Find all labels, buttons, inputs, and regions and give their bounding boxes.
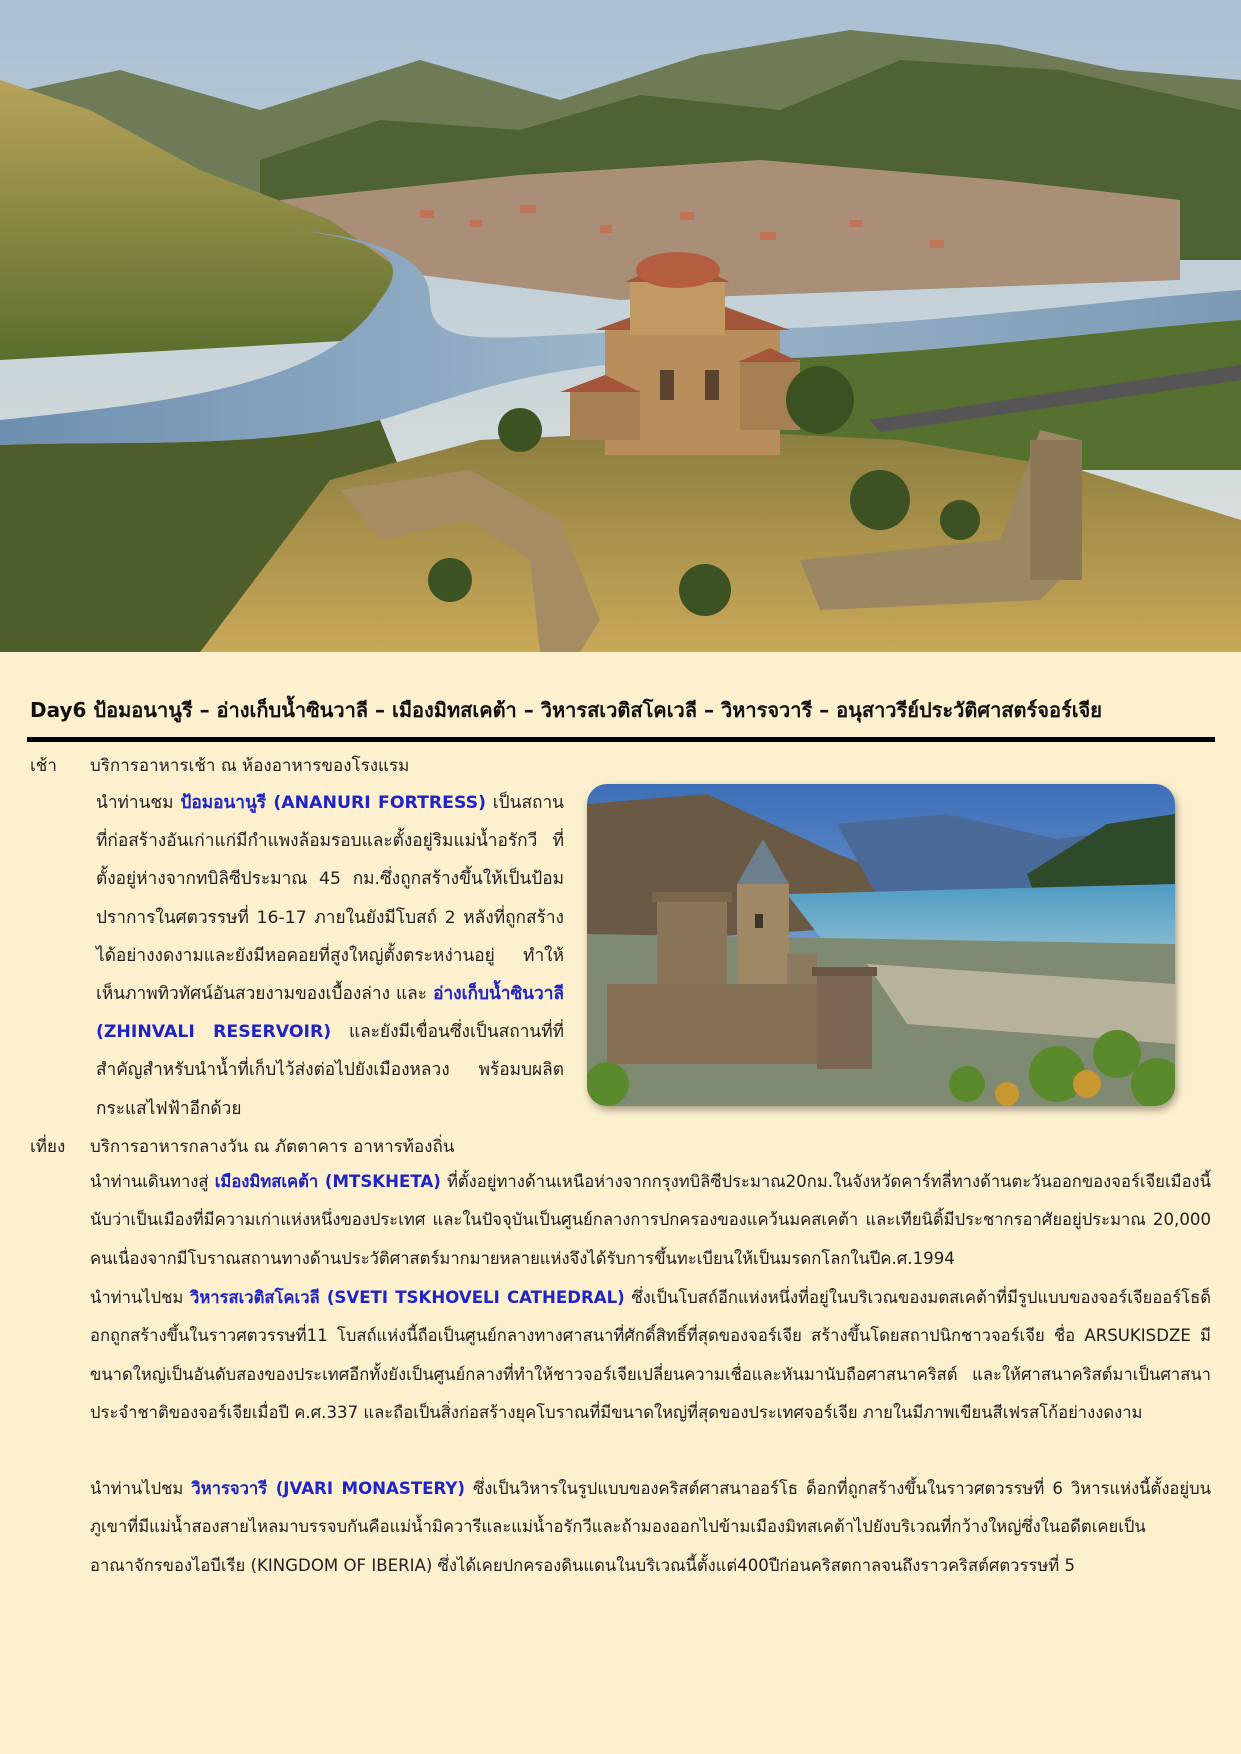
ananuri-fortress-image bbox=[587, 784, 1175, 1106]
ananuri-paragraph bbox=[96, 784, 564, 1128]
day-title: Day6 ป้อมอนานูรี – อ่างเก็บน้ำซินวาลี – เมืองมิทสเคต้า – วิหารสเวติสโคเวลี – วิหารจวารี – อนุสาวรีย์ประวัติศาสตร์จอร์เจีย bbox=[30, 698, 1102, 722]
meal-text-lunch: บริการอาหารกลางวัน ณ ภัตตาคาร อาหารท้องถิ่น bbox=[90, 1137, 455, 1157]
meal-text-breakfast: บริการอาหารเช้า ณ ห้องอาหารของโรงแรม bbox=[90, 756, 410, 776]
hero-photo bbox=[0, 0, 1241, 652]
ananuri-fortress-photo bbox=[587, 784, 1175, 1106]
mtskheta-link: เมืองมิทสเคต้า (MTSKHETA) bbox=[214, 1172, 441, 1191]
mtskheta-text-2: ที่ตั้งอยู่ทางด้านเหนือห่างจากกรุงทบิลิซีประมาณ20กม.ในจังหวัดคาร์ทลี่ทางด้านตะวันออกของจอร์เจียเมืองนี้นับว่าเป็นเมืองที่มีความเก่าแห่งหนึ่งของประเทศ และในปัจจุบันเป็นศูนย์กลางการปกครองของแคว้นมคสเคต้า และเทียนิติ้มีประชากรอาศัยอยู่ประมาณ 20,000 คนเนื่องจากมีโบราณสถานทางด้านประวัติศาสตร์มากมายหลายแห่งจึงได้รับการขึ้นทะเบียนให้เป็นมรดกโลกในปีค.ศ.1994 bbox=[90, 1172, 1211, 1268]
jvari-text-2: ซึ่งเป็นวิหารในรูปแบบของคริสต์ศาสนาออร์โธ ด็อกที่ถูกสร้างขึ้นในราวศตวรรษที่ 6 วิหารแห่งนี้ตั้งอยู่บนภูเขาที่มีแม่น้ำสองสายไหลมาบรรจบกันคือแม่น้ำมิควารีและแม่น้ำอรักวีและถ้ามองออกไปข้ามเมืองมิทสเคต้าไปยังบริเวณที่กว้างใหญ่ซึ่งในอดีตเคยเป็นอาณาจักรของไอบีเรีย (KINGDOM OF IBERIA) ซึ่งได้เคยปกครองดินแดนในบริเวณนี้ตั้งแต่400ปีก่อนคริสตกาลจนถึงราวคริสต์ศตวรรษที่ 5 bbox=[90, 1479, 1211, 1575]
mtskheta-paragraph bbox=[90, 1163, 1211, 1278]
title-divider bbox=[27, 737, 1215, 742]
meal-label-breakfast: เช้า bbox=[30, 756, 57, 776]
mtskheta-text-1: นำท่านเดินทางสู่ bbox=[90, 1172, 215, 1191]
zhinvali-reservoir-link: อ่างเก็บน้ำซินวาลี (ZHINVALI RESERVOIR) bbox=[96, 984, 564, 1043]
meal-label-lunch: เที่ยง bbox=[30, 1137, 66, 1157]
sveti-tskhoveli-link: วิหารสเวติสโคเวลี (SVETI TSKHOVELI CATHEDRAL) bbox=[190, 1288, 625, 1307]
jvari-monastery-landscape bbox=[0, 0, 1241, 652]
ananuri-text-1: นำท่านชม bbox=[96, 793, 181, 813]
sveti-text-1: นำท่านไปชม bbox=[90, 1288, 190, 1307]
jvari-text-1: นำท่านไปชม bbox=[90, 1479, 192, 1498]
ananuri-text-3: และยังมีเขื่อนซึ่งเป็นสถานที่ที่สำคัญสำหรับนำน้ำที่เก็บไว้ส่งต่อไปยังเมืองหลวง พร้อมบผลิตกระแสไฟฟ้าอีกด้วย bbox=[96, 1022, 564, 1119]
sveti-text-2: ซึ่งเป็นโบสถ์อีกแห่งหนึ่งที่อยู่ในบริเวณของมตสเคต้าที่มีรูปแบบของจอร์เจียออร์โธด็อกถูกสร้างขึ้นในราวศตวรรษที่11 โบสถ์แห่งนี้ถือเป็นศูนย์กลางทางศาสนาที่ศักดิ์สิทธิ์ที่สุดของจอร์เจีย สร้างขึ้นโดยสถาปนิกชาวจอร์เจีย ชื่อ ARSUKISDZE มีขนาดใหญ่เป็นอันดับสองของประเทศอีกทั้งยังเป็นศูนย์กลางที่ทำให้ชาวจอร์เจียเปลี่ยนความเชื่อและหันมานับถือศาสนาคริสต์ และให้ศาสนาคริสต์มาเป็นศาสนาประจำชาติของจอร์เจียเมื่อปี ค.ศ.337 และถือเป็นสิ่งก่อสร้างยุคโบราณที่มีขนาดใหญ่ที่สุดของประเทศจอร์เจีย ภายในมีภาพเขียนสีเฟรสโก้อย่างงดงาม bbox=[90, 1288, 1211, 1423]
ananuri-fortress-link: ป้อมอนานูรี (ANANURI FORTRESS) bbox=[180, 793, 486, 813]
jvari-paragraph bbox=[90, 1470, 1211, 1585]
ananuri-text-2: เป็นสถานที่ก่อสร้างอันเก่าแก่มีกำแพงล้อมรอบและตั้งอยู่ริมแม่น้ำอรักวี ที่ตั้งอยู่ห่างจากทบิลิซีประมาณ 45 กม.ซึ่งถูกสร้างขึ้นให้เป็นป้อมปราการในศตวรรษที่ 16-17 ภายในยังมีโบสถ์ 2 หลังที่ถูกสร้างได้อย่างงดงามและยังมีหอคอยที่สูงใหญ่ตั้งตระหง่านอยู่ ทำให้เห็นภาพทิวทัศน์อันสวยงามของเบื้องล่าง และ bbox=[96, 793, 564, 1005]
sveti-tskhoveli-paragraph bbox=[90, 1279, 1211, 1433]
jvari-monastery-link: วิหารจวารี (JVARI MONASTERY) bbox=[191, 1479, 465, 1498]
